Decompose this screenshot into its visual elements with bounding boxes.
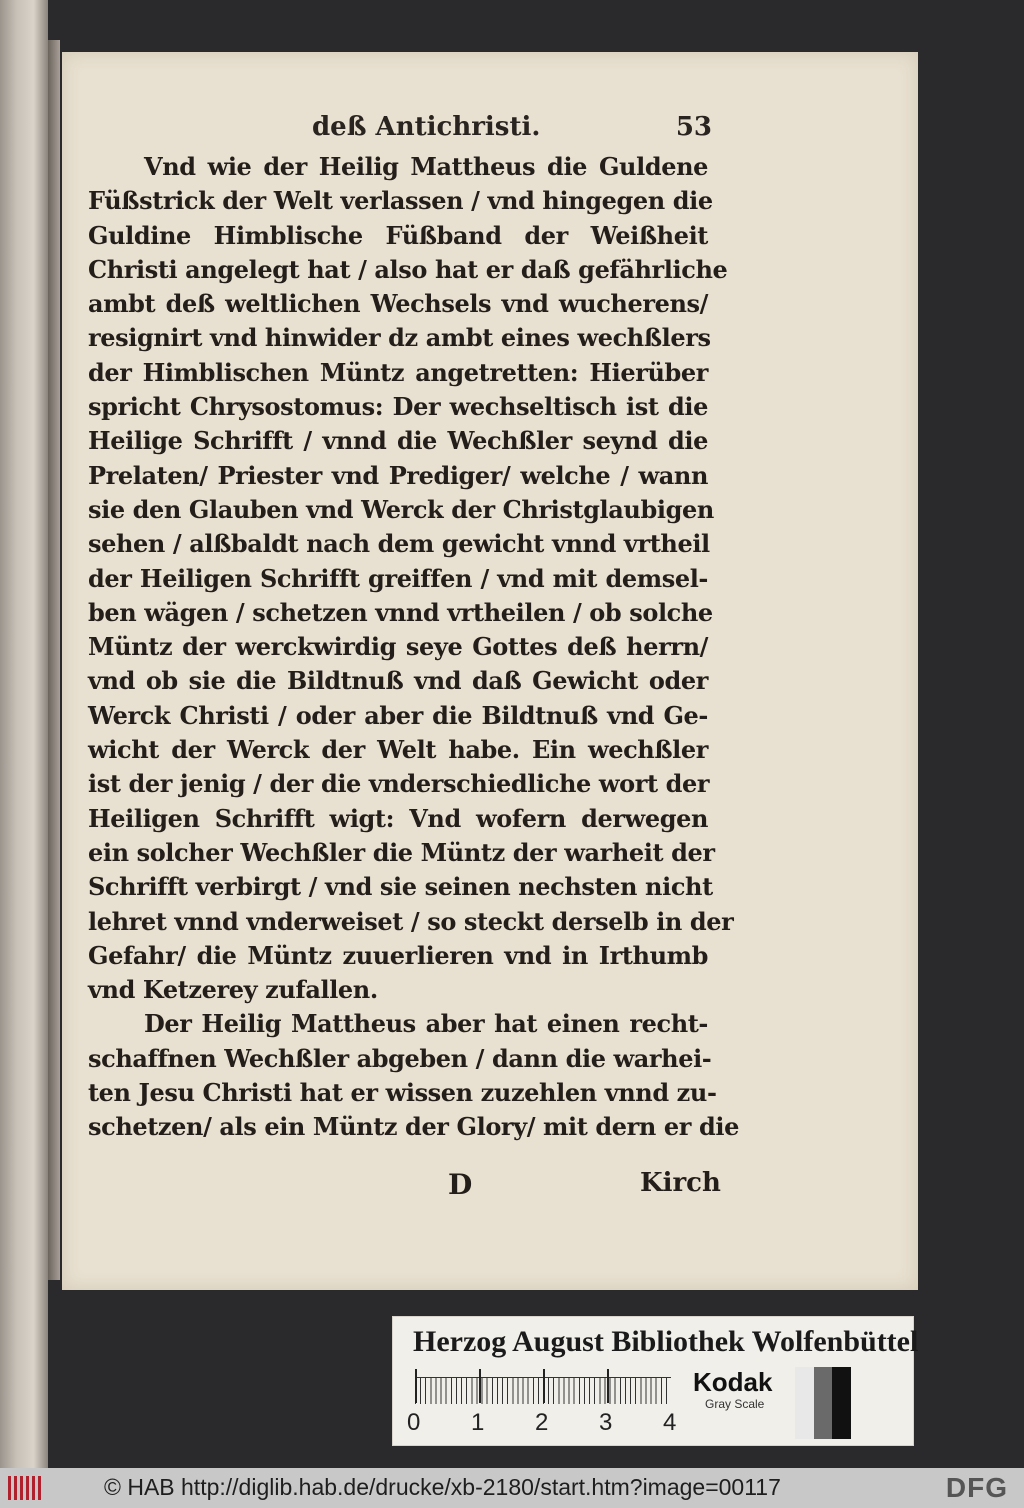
text-line: Heiligen Schrifft wigt: Vnd wofern derwegen [88, 803, 708, 833]
card-title: Herzog August Bibliothek Wolfenbüttel [413, 1325, 919, 1358]
page-number: 53 [675, 112, 712, 142]
text-line: Vnd wie der Heilig Mattheus die Guldene [144, 152, 708, 181]
text-line: der Heiligen Schrifft greiffen / vnd mit demsel- [88, 563, 708, 593]
text-line: Der Heilig Mattheus aber hat einen recht- [144, 1009, 708, 1039]
catchword: Kirch [640, 1168, 721, 1198]
gray-swatch [814, 1367, 833, 1439]
page-header [312, 112, 712, 152]
signature-mark: D [448, 1168, 473, 1201]
ruler-labels [407, 1409, 697, 1439]
color-reference-card [392, 1316, 919, 1446]
text-line: schetzen/ als ein Müntz der Glory/ mit dern er die [88, 1112, 739, 1142]
footer-bar [0, 1468, 1024, 1508]
text-line: schaffnen Wechßler abgeben / dann die warhei- [88, 1043, 712, 1073]
text-line: ist der jenig / der die vnderschiedliche wort der [88, 769, 710, 799]
text-line: spricht Chrysostomus: Der wechseltisch ist die [88, 392, 708, 422]
text-line: der Himblischen Müntz angetretten: Hierüber [88, 357, 708, 387]
body-text [88, 150, 739, 1145]
gray-swatches [795, 1367, 851, 1439]
text-line: Heilige Schrifft / vnnd die Wechßler seynd die [88, 426, 708, 456]
text-line: lehret vnnd vnderweiset / so steckt derselb in der [88, 906, 734, 936]
text-line: resignirt vnd hinwider dz ambt eines wechßlers [88, 323, 711, 353]
credit-link[interactable]: © HAB http://diglib.hab.de/drucke/xb-2180/start.htm?image=00117 [104, 1474, 781, 1500]
text-line: ein solcher Wechßler die Müntz der warheit der [88, 837, 715, 867]
text-line: ben wägen / schetzen vnnd vrtheilen / ob solche [88, 597, 713, 627]
text-line: Guldine Himblische Füßband der Weißheit [88, 220, 708, 250]
text-line: ambt deß weltlichen Wechsels vnd wucherens/ [88, 289, 708, 319]
brand-subtitle: Gray Scale [705, 1397, 765, 1411]
ruler-label: 3 [599, 1409, 613, 1436]
text-line: Werck Christi / oder aber die Bildtnuß vnd Ge- [88, 700, 708, 730]
text-line: sie den Glauben vnd Werck der Christglaubigen [88, 494, 714, 524]
text-line: Schrifft verbirgt / vnd sie seinen nechsten nicht [88, 872, 713, 902]
gutter [48, 40, 60, 1280]
gray-swatch [832, 1367, 851, 1439]
text-line: Gefahr/ die Müntz zuuerlieren vnd in Irthumb [88, 940, 708, 970]
dfg-logo: DFG [945, 1472, 1008, 1503]
ruler-label: 1 [471, 1409, 485, 1436]
ruler-label: 2 [535, 1409, 549, 1436]
text-line: Prelaten/ Priester vnd Prediger/ welche / wann [88, 460, 708, 490]
text-line: vnd Ketzerey zufallen. [88, 975, 378, 1005]
text-line: sehen / alßbaldt nach dem gewicht vnnd vrtheil [88, 529, 710, 559]
text-line: wicht der Werck der Welt habe. Ein wechßler [88, 735, 708, 765]
facing-page-edge [0, 0, 48, 1468]
hab-logo-icon [8, 1476, 42, 1500]
text-line: vnd ob sie die Bildtnuß vnd daß Gewicht oder [88, 666, 708, 696]
ruler-label: 4 [663, 1409, 677, 1436]
running-title: deß Antichristi. [312, 112, 541, 142]
gray-swatch [795, 1367, 814, 1439]
ruler-label: 0 [407, 1409, 421, 1436]
ruler-major-ticks [415, 1369, 671, 1403]
text-line: Füßstrick der Welt verlassen / vnd hingegen die [88, 186, 713, 216]
text-line: Christi angelegt hat / also hat er daß gefährliche [88, 254, 728, 284]
text-line: ten Jesu Christi hat er wissen zuzehlen vnnd zu- [88, 1078, 717, 1108]
brand-name: Kodak [693, 1367, 773, 1397]
text-line: Müntz der werckwirdig seye Gottes deß herrn/ [88, 632, 708, 662]
